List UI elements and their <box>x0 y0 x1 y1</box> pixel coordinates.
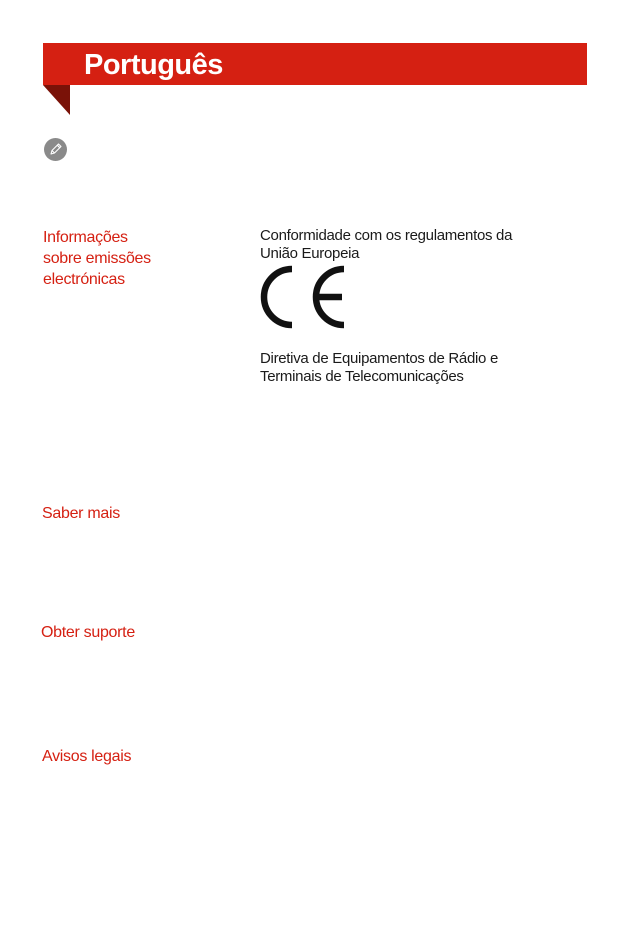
legal-notices-heading: Avisos legais <box>42 748 132 765</box>
eu-conformity-line: União Europeia <box>260 245 360 262</box>
learn-more-heading: Saber mais <box>42 505 120 522</box>
page-title: Português <box>84 49 223 81</box>
emissions-heading <box>43 227 213 290</box>
ce-mark-logo <box>258 265 348 329</box>
eu-conformity-line: Conformidade com os regulamentos da <box>260 227 513 244</box>
emissions-heading-line: Informações <box>43 229 128 246</box>
support-heading: Obter suporte <box>41 624 135 641</box>
directive-heading <box>260 350 560 386</box>
emissions-heading-line: electrónicas <box>43 271 125 288</box>
directive-line: Terminais de Telecomunicações <box>260 368 464 385</box>
directive-line: Diretiva de Equipamentos de Rádio e <box>260 350 498 367</box>
eu-conformity-heading <box>260 227 570 263</box>
banner-fold-decoration <box>43 85 70 115</box>
emissions-heading-line: sobre emissões <box>43 250 151 267</box>
pencil-icon <box>44 138 67 161</box>
